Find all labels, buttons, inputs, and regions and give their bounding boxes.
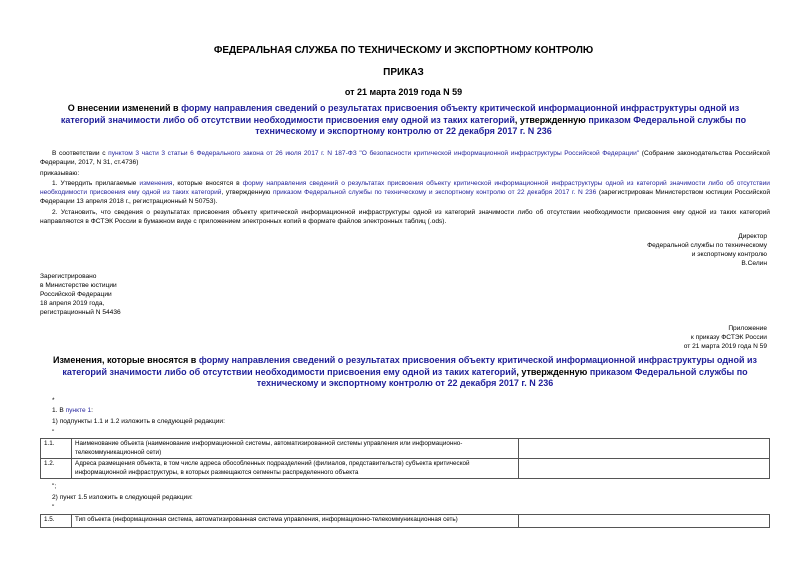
item1-text-2: , которые вносятся в	[172, 180, 243, 187]
appendix-line-1: Приложение	[728, 325, 767, 332]
item1-form-link[interactable]: форму направления сведений о результатах присвоения объекту критической информационной инфраструктуры одной из категорий значимости либо об отсутствии необходимости присвоения ему одной из таких категорий	[40, 180, 770, 196]
table-cell-text: Наименование объекта (наименование информационной системы, автоматизированной системы управления или информационно-телекоммуникационной сети)	[72, 439, 519, 459]
quote-open-1: "	[52, 429, 55, 436]
signature-line-3: и экспортному контролю	[691, 251, 767, 258]
table-cell-empty	[519, 439, 770, 459]
table-row	[41, 439, 770, 459]
table-cell-empty	[519, 515, 770, 528]
changes-table-1	[40, 438, 770, 479]
changes-title-form-link[interactable]: форму направления сведений о результатах присвоения объекту критической информационной инфраструктуры одной из категорий значимости либо об отсутствии необходимости присвоения ему одной из таких категорий	[62, 355, 758, 377]
table-row	[41, 459, 770, 479]
appendix-line-3: от 21 марта 2019 года N 59	[683, 343, 767, 350]
registration-line-2: в Министерстве юстиции	[40, 282, 117, 289]
item-1	[40, 179, 770, 206]
table-row	[41, 515, 770, 528]
appendix-line-2: к приказу ФСТЭК России	[690, 334, 767, 341]
changes-title-order-link[interactable]: приказом Федеральной службы по техническому и экспортному контролю от 22 декабря 2017 г. N 236	[256, 366, 748, 388]
preamble-text-2: (Собрание законодательства Российской Федерации, 2017, N 31, ст.4736)	[40, 150, 770, 166]
order-date: от 21 марта 2019 года N 59	[344, 87, 463, 97]
agency-name: ФЕДЕРАЛЬНАЯ СЛУЖБА ПО ТЕХНИЧЕСКОМУ И ЭКСПОРТНОМУ КОНТРОЛЮ	[213, 45, 594, 56]
item1-changes-link[interactable]: изменения	[139, 180, 173, 187]
quote-open-2: "	[52, 504, 55, 511]
preamble	[40, 149, 770, 167]
table-cell-text: Адреса размещения объекта, в том числе адреса обособленных подразделений (филиалов, представительств) субъекта критической информационной инфраструктуры, в которых размещаются сегменты распределенного объекта	[72, 459, 519, 479]
table-cell-num: 1.1.	[41, 439, 72, 459]
order-heading: ПРИКАЗ	[383, 67, 424, 78]
appendix-block	[684, 324, 767, 351]
registration-line-4: 18 апреля 2019 года,	[40, 300, 105, 307]
point1-suffix: :	[91, 407, 93, 414]
changes-title-prefix: Изменения, которые вносятся в	[52, 355, 199, 365]
changes-title-middle: , утвержденную	[516, 366, 590, 377]
registration-line-1: Зарегистрировано	[40, 273, 97, 280]
item-2: 2. Установить, что сведения о результатах присвоения объекту критической информационной инфраструктуры одной из категорий значимости либо об отсутствии необходимости присвоения ему одной из таких категорий направляются в ФСТЭК России в бумажном виде с приложением электронных копий в формате файлов электронных таблиц (.ods).	[40, 209, 770, 225]
item1-text-3: , утвержденную	[221, 189, 273, 196]
signature-line-2: Федеральной службы по техническому	[647, 242, 767, 249]
table-cell-num: 1.5.	[41, 515, 72, 528]
preamble-law-link[interactable]: пунктом 3 части 3 статьи 6 Федерального закона от 26 июля 2017 г. N 187-ФЗ "О безопасности критической информационной инфраструктуры Российской Федерации"	[108, 150, 640, 157]
point1-link[interactable]: пункте 1	[65, 407, 92, 414]
quote-close-1: ";	[52, 483, 57, 490]
signature-line-1: Директор	[738, 233, 767, 240]
changes-title	[40, 355, 770, 390]
point1-prefix: 1. В	[52, 407, 66, 414]
subpoint-1: 1) подпункты 1.1 и 1.2 изложить в следующей редакции:	[52, 418, 225, 425]
subpoint-2: 2) пункт 1.5 изложить в следующей редакции:	[52, 494, 193, 501]
preamble-text-1: В соответствии с	[52, 150, 109, 157]
title-prefix: О внесении изменений в	[67, 103, 182, 113]
signature-line-4: В.Селин	[741, 260, 767, 267]
preamble-order-word: приказываю:	[40, 170, 80, 177]
title-form-link[interactable]: форму направления сведений о результатах присвоения объекту критической информационной инфраструктуры одной из категорий значимости либо об отсутствии необходимости присвоения ему одной из таких категорий	[60, 103, 740, 125]
changes-asterisk: *	[52, 397, 55, 404]
signature-block	[647, 232, 767, 268]
item1-text-4: (зарегистрирован Министерством юстиции Российской Федерации 13 апреля 2018 г., регистрационный N 50753).	[40, 189, 770, 205]
title-order-link[interactable]: приказом Федеральной службы по техническому и экспортному контролю от 22 декабря 2017 г. N 236	[255, 114, 747, 136]
item1-order-link[interactable]: приказом Федеральной службы по техническому и экспортному контролю от 22 декабря 2017 г. N 236	[272, 189, 597, 196]
title-middle: , утвержденную	[514, 114, 589, 125]
table-cell-num: 1.2.	[41, 459, 72, 479]
table-cell-empty	[519, 459, 770, 479]
item1-text-1: 1. Утвердить прилагаемые	[52, 180, 140, 187]
changes-point-1	[52, 406, 93, 415]
table-cell-text: Тип объекта (информационная система, автоматизированная система управления, информационно-телекоммуникационная сеть)	[72, 515, 519, 528]
registration-line-3: Российской Федерации	[40, 291, 112, 298]
document-title	[50, 103, 757, 138]
registration-line-5: регистрационный N 54436	[40, 309, 121, 316]
changes-table-2	[40, 514, 770, 528]
registration-block	[40, 272, 240, 317]
